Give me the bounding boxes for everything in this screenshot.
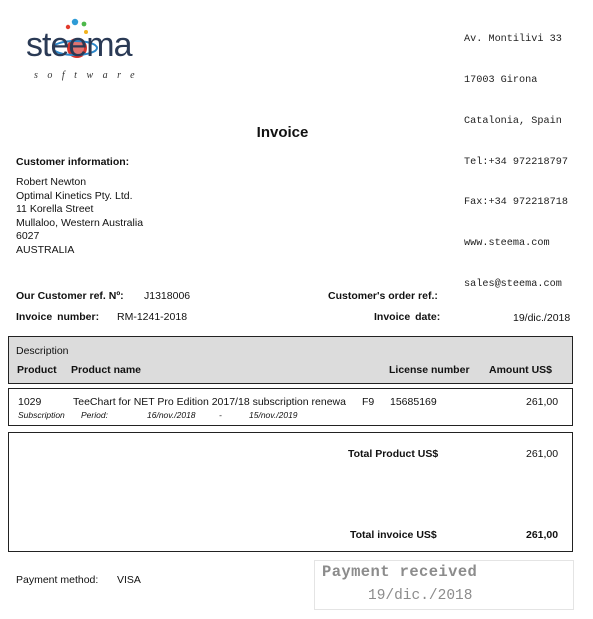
- row-product: 1029: [18, 396, 42, 408]
- table-header: [8, 336, 573, 384]
- order-ref-label: Customer's order ref.:: [328, 290, 438, 302]
- address-line: www.steema.com: [464, 238, 550, 250]
- payment-method-label: Payment method:: [16, 574, 99, 586]
- row-period-to: 15/nov./2019: [249, 410, 298, 420]
- logo-subtitle: software: [34, 70, 145, 81]
- customer-heading: Customer information:: [16, 156, 130, 168]
- row-period-sep: -: [219, 410, 222, 420]
- stamp-date: 19/dic./2018: [368, 588, 473, 604]
- description-label: Description: [16, 345, 69, 357]
- row-amount: 261,00: [526, 396, 559, 408]
- company-logo: [0, 0, 200, 95]
- row-period-label: Period:: [81, 410, 108, 420]
- address-line: 17003 Girona: [464, 74, 538, 86]
- total-invoice-label: Total invoice US$: [350, 529, 437, 541]
- our-ref-label: Our Customer ref. Nº:: [16, 290, 124, 302]
- row-license: 15685169: [390, 396, 437, 408]
- total-invoice-value: 261,00: [526, 529, 559, 541]
- invoice-number-value: RM-1241-2018: [117, 311, 188, 323]
- customer-line: 6027: [16, 230, 40, 243]
- invoice-title: Invoice: [256, 124, 309, 141]
- address-line: Fax:+34 972218718: [464, 197, 568, 209]
- table-row: [8, 388, 573, 426]
- company-address: [464, 6, 568, 305]
- totals-box: [8, 432, 573, 552]
- row-sub-label: Subscription: [18, 410, 65, 420]
- customer-line: AUSTRALIA: [16, 243, 75, 256]
- address-line: Av. Montilivi 33: [464, 34, 562, 46]
- customer-line: 11 Korella Street: [16, 203, 94, 216]
- col-product-name: Product name: [71, 364, 142, 376]
- row-period-from: 16/nov./2018: [147, 410, 196, 420]
- invoice-date-value: 19/dic./2018: [513, 312, 571, 324]
- row-code: F9: [362, 396, 375, 408]
- col-product: Product: [17, 364, 57, 376]
- customer-line: Optimal Kinetics Pty. Ltd.: [16, 189, 133, 202]
- invoice-number-label: Invoice number:: [16, 311, 100, 323]
- invoice-date-label: Invoice date:: [374, 311, 441, 323]
- total-product-value: 261,00: [526, 448, 559, 460]
- address-line: Tel:+34 972218797: [464, 156, 568, 168]
- logo-wordmark: steema: [26, 26, 132, 64]
- stamp-text: Payment received: [322, 563, 478, 581]
- total-product-label: Total Product US$: [348, 448, 439, 460]
- customer-address: [16, 176, 143, 258]
- our-ref-value: J1318006: [144, 290, 191, 302]
- col-amount: Amount US$: [489, 364, 552, 376]
- row-name: TeeChart for NET Pro Edition 2017/18 subscription renewa: [73, 396, 346, 408]
- customer-line: Robert Newton: [16, 176, 87, 188]
- address-line: sales@steema.com: [464, 278, 562, 290]
- payment-method-value: VISA: [117, 574, 141, 586]
- address-line: Catalonia, Spain: [464, 115, 562, 127]
- col-license: License number: [389, 364, 470, 376]
- customer-line: Mullaloo, Western Australia: [16, 216, 144, 229]
